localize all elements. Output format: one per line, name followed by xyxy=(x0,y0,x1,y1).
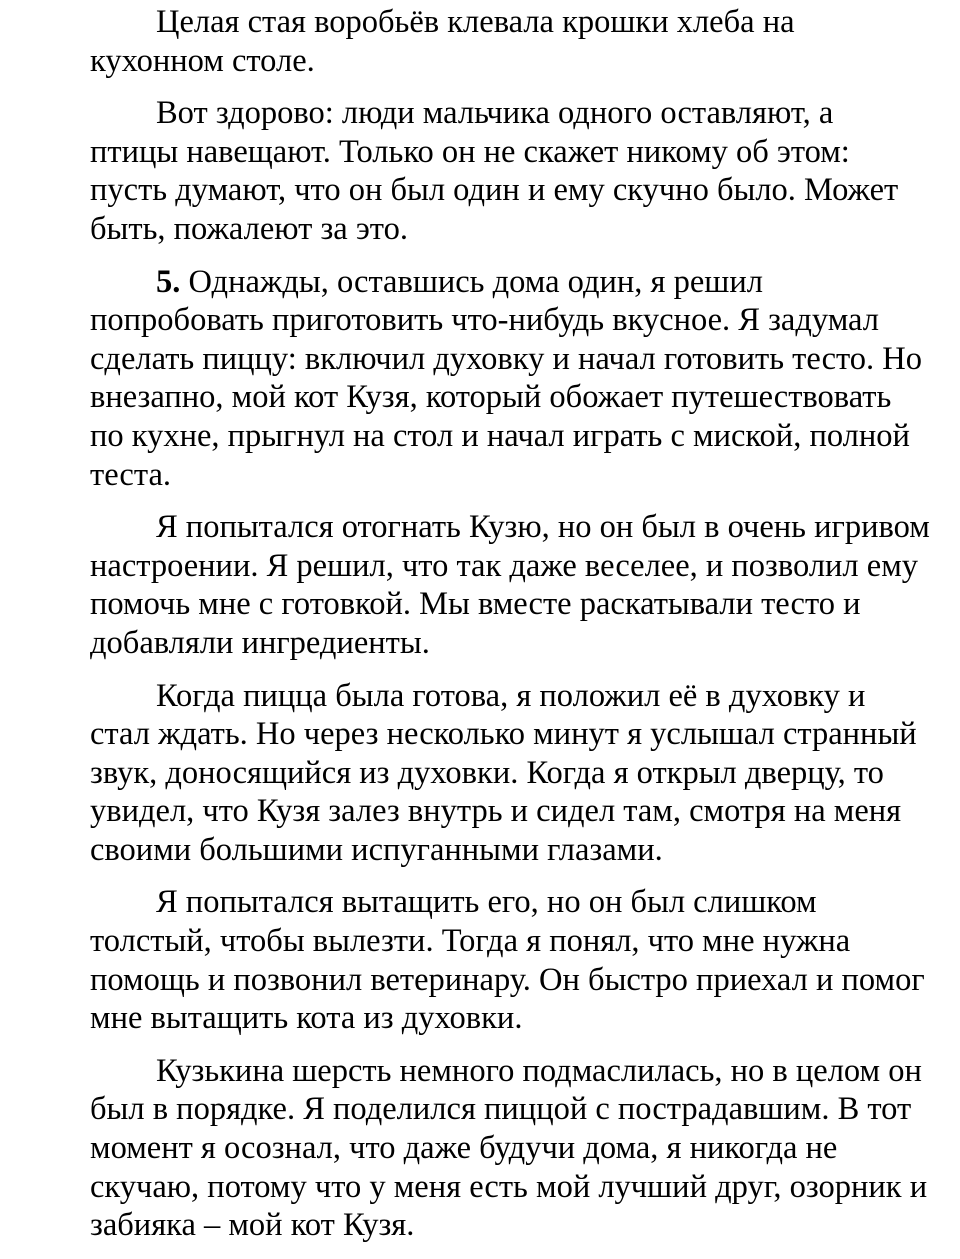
paragraph-2 xyxy=(90,94,958,248)
text-line: Кузькина шерсть немного подмаслилась, но в целом он xyxy=(156,1052,922,1089)
text-line: быть, пожалеют за это. xyxy=(90,210,408,247)
text-line: своими большими испуганными глазами. xyxy=(90,831,663,868)
text-line: Вот здорово: люди мальчика одного оставляют, а xyxy=(156,95,834,132)
text-line: забияка – мой кот Кузя. xyxy=(90,1207,415,1244)
text-line: по кухне, прыгнул на стол и начал играть с миской, полной xyxy=(90,417,910,454)
text-line: Когда пицца была готова, я положил её в духовку и xyxy=(156,677,866,714)
paragraph-5 xyxy=(90,677,958,870)
text-line: Целая стая воробьёв клевала крошки хлеба на xyxy=(156,4,795,40)
paragraph-7 xyxy=(90,1052,958,1245)
paragraph-4 xyxy=(90,508,958,662)
paragraph-1 xyxy=(90,3,958,80)
text-line: увидел, что Кузя залез внутрь и сидел там, смотря на меня xyxy=(90,793,902,830)
text-line: был в порядке. Я поделился пиццой с пострадавшим. В тот xyxy=(90,1091,912,1128)
text-line: сделать пиццу: включил духовку и начал готовить тесто. Но xyxy=(90,340,923,377)
text-line: птицы навещают. Только он не скажет никому об этом: xyxy=(90,133,850,170)
text-line: внезапно, мой кот Кузя, который обожает путешествовать xyxy=(90,379,892,416)
document-page xyxy=(90,0,958,1259)
section-number: 5. xyxy=(156,263,181,300)
text-line: попробовать приготовить что-нибудь вкусное. Я задумал xyxy=(90,302,879,339)
paragraph-3 xyxy=(90,263,958,495)
text-line: стал ждать. Но через несколько минут я услышал странный xyxy=(90,716,917,753)
paragraph-6 xyxy=(90,883,958,1037)
text-line: помощь и позвонил ветеринару. Он быстро приехал и помог xyxy=(90,961,925,998)
text-line: момент я осознал, что даже будучи дома, я никогда не xyxy=(90,1130,838,1167)
text-line: Я попытался вытащить его, но он был слишком xyxy=(156,884,817,921)
text-line: кухонном столе. xyxy=(90,42,315,79)
text-line: помочь мне с готовкой. Мы вместе раскатывали тесто и xyxy=(90,586,861,623)
text-line: теста. xyxy=(90,456,172,493)
text-line: мне вытащить кота из духовки. xyxy=(90,1000,523,1037)
text-line: Однажды, оставшись дома один, я решил xyxy=(180,263,763,300)
text-line: пусть думают, что он был один и ему скучно было. Может xyxy=(90,172,899,209)
text-line: Я попытался отогнать Кузю, но он был в очень игривом xyxy=(156,509,930,546)
text-line: добавляли ингредиенты. xyxy=(90,624,430,661)
text-line: толстый, чтобы вылезти. Тогда я понял, что мне нужна xyxy=(90,923,851,960)
text-line: настроении. Я решил, что так даже веселее, и позволил ему xyxy=(90,547,919,584)
text-line: звук, доносящийся из духовки. Когда я открыл дверцу, то xyxy=(90,754,884,791)
text-line: скучаю, потому что у меня есть мой лучший друг, озорник и xyxy=(90,1168,928,1205)
text-line-numbered xyxy=(90,263,958,302)
